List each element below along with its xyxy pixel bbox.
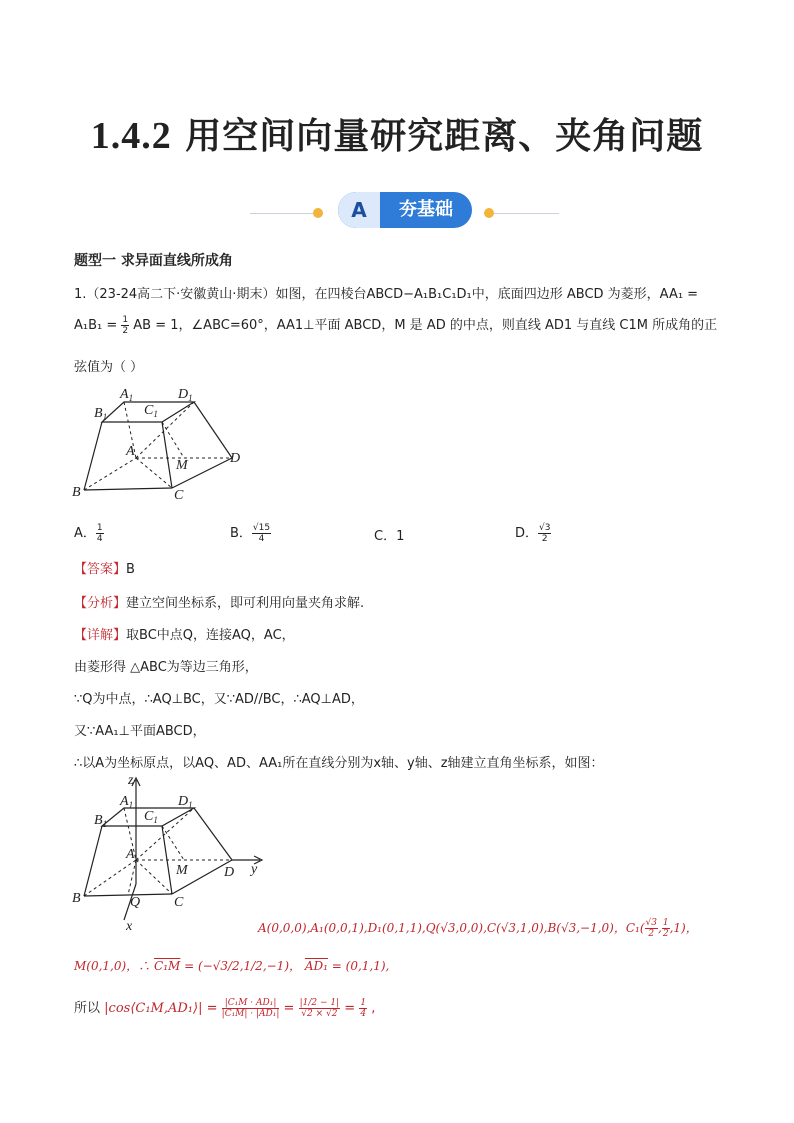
label2-A: A	[126, 847, 135, 862]
cos-result: $\frac{1}{4}$	[360, 998, 367, 1019]
label2-B1: $B_1$	[94, 813, 108, 829]
label2-C: C	[174, 895, 184, 910]
analysis-line	[74, 592, 364, 611]
label-A1: $A_1$	[120, 387, 134, 403]
vectors-line: M(0,1,0)，∴ C₁M = (−√3/2,1/2,−1)， AD₁ = (0,1,1),	[74, 959, 390, 973]
label-C: C	[174, 488, 184, 503]
axis-y-label: y	[251, 862, 258, 877]
label-A: A	[126, 444, 135, 459]
conclusion-line: 所以 |cos⟨C₁M,AD₁⟩| = $\frac{\text{|C₁M · AD₁|}}{\text{|C₁M| · |AD₁|}}$ = $\frac{|1/2 - 1|}{√2 \times √2}$ = $\frac{1}{4}$ ,	[74, 998, 376, 1019]
cos-fraction-1: $\frac{\text{|C₁M · AD₁|}}{\text{|C₁M| · |AD₁|}}$	[221, 998, 280, 1019]
answer-text: B	[126, 562, 135, 577]
label-D1: $D_1$	[178, 387, 193, 403]
label-D: D	[230, 451, 241, 466]
analysis-tag: 【分析】	[74, 596, 127, 611]
problem-line-2a: A₁B₁ =	[74, 318, 118, 333]
axis-x-label: x	[126, 919, 133, 932]
axis-z-label: z	[128, 773, 134, 788]
detail-line-1: 【详解】取BC中点Q，连接AQ，AC，	[74, 628, 295, 643]
problem-line-2b: AB = 1，∠ABC=60°，AA1⊥平面 ABCD，M 是 AD 的中点，则直线 AD1 与直线 C1M 所成角的正	[133, 318, 718, 333]
badge-letter: A	[338, 192, 380, 228]
problem-line-2	[74, 314, 717, 336]
label2-D: D	[224, 865, 235, 880]
conclusion-prefix: 所以	[74, 1001, 101, 1016]
title-text: 用空间向量研究距离、夹角问题	[185, 116, 704, 157]
label2-C1: $C_1$	[144, 809, 158, 825]
problem-line-3: 弦值为（ ）	[74, 360, 144, 375]
figure-2-coordinate-system	[64, 772, 274, 932]
option-c: C．1	[374, 529, 405, 544]
option-d: D． $\frac{√3}{2}$	[515, 523, 551, 544]
title-number: 1.4.2	[90, 115, 172, 157]
label2-Q: Q	[130, 895, 141, 910]
analysis-text: 建立空间坐标系，即可利用向量夹角求解.	[126, 596, 365, 611]
option-a: A． $\frac{1}{4}$	[74, 523, 103, 544]
badge-right-dot	[484, 208, 494, 218]
figure-1-frustum	[64, 380, 264, 505]
label2-D1: $D_1$	[178, 794, 193, 810]
detail-tag: 【详解】	[74, 628, 127, 643]
label-B1: $B_1$	[94, 406, 108, 422]
detail-line-2: 由菱形得 △ABC为等边三角形，	[74, 660, 258, 675]
label2-M: M	[176, 863, 188, 878]
answer-tag: 【答案】	[74, 562, 127, 577]
answer-line	[74, 558, 135, 577]
badge-right-line	[494, 213, 559, 214]
cos-expression: |cos⟨C₁M,AD₁⟩|	[104, 1001, 203, 1016]
label2-B: B	[72, 891, 81, 906]
section-badge	[338, 192, 472, 228]
coordinates-line: A(0,0,0),A₁(0,0,1),D₁(0,1,1),Q(√3,0,0),C(√3,1,0),B(√3,−1,0)，C₁( $\frac{√3}{2}$ , $\frac{1}{2}$ ,1)，	[258, 918, 698, 939]
vector-c1m: C₁M	[154, 959, 181, 973]
vector-ad1: AD₁	[304, 959, 328, 973]
badge-label: 夯基础	[399, 199, 453, 220]
badge-left-line	[250, 213, 315, 214]
question-type-heading: 题型一 求异面直线所成角	[74, 253, 233, 269]
detail-line-3: ∵Q为中点，∴AQ⊥BC，又∵AD//BC，∴AQ⊥AD，	[74, 692, 364, 707]
label-B: B	[72, 485, 81, 500]
half-fraction: $\frac{1}{2}$	[122, 315, 129, 336]
detail-line-5: ∴以A为坐标原点，以AQ、AD、AA₁所在直线分别为x轴、y轴、z轴建立直角坐标系，如图：	[74, 756, 604, 771]
cos-fraction-2: $\frac{|1/2 - 1|}{√2 \times √2}$	[299, 998, 340, 1019]
option-b: B． $\frac{√15}{4}$	[230, 523, 271, 544]
badge-left-dot	[313, 208, 323, 218]
detail-line-4: 又∵AA₁⊥平面ABCD，	[74, 724, 206, 739]
label-M: M	[176, 458, 188, 473]
page-title	[0, 108, 794, 159]
label2-A1: $A_1$	[120, 794, 134, 810]
label-C1: $C_1$	[144, 403, 158, 419]
problem-line-1: 1.（23-24高二下·安徽黄山·期末）如图，在四棱台ABCD−A₁B₁C₁D₁中，底面四边形 ABCD 为菱形，AA₁ =	[74, 287, 699, 302]
